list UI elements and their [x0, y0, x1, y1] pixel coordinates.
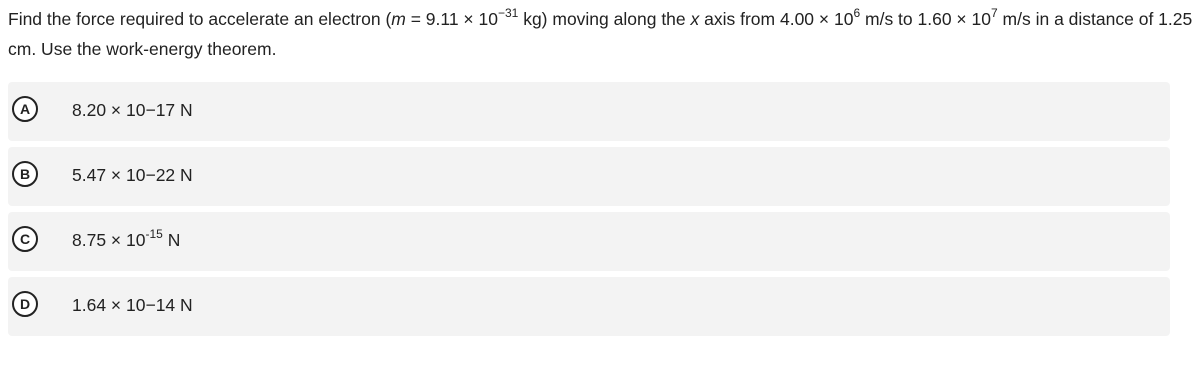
option-exponent: -15 — [145, 227, 163, 242]
option-a[interactable] — [8, 82, 1170, 141]
mass-exponent: −31 — [497, 6, 519, 21]
option-letter-badge: B — [12, 161, 38, 187]
option-c[interactable] — [8, 212, 1170, 271]
option-letter-badge: D — [12, 291, 38, 317]
option-b[interactable] — [8, 147, 1170, 206]
option-text: 8.20 × 10−17 N — [72, 100, 193, 120]
question-text: Find the force required to accelerate an electron ($m = 9.11 \times 10^{-31}$ kg) moving along the x axis from $4.00 \times 10^6$ m/s to $1.60 \times 10^7$ m/s in a distance of 1.25 cm. Use the work-energy theorem. — [8, 6, 1193, 59]
option-d[interactable] — [8, 277, 1170, 336]
option-text: 5.47 × 10−22 N — [72, 165, 193, 185]
final-velocity-exponent: 7 — [990, 6, 998, 21]
mass-variable: m — [391, 9, 406, 29]
option-text: $8.75 \times 10^{-15}$ N — [72, 227, 181, 250]
answer-options — [8, 82, 1170, 342]
initial-velocity-exponent: 6 — [853, 6, 861, 21]
option-letter-badge: C — [12, 226, 38, 252]
option-text: 1.64 × 10−14 N — [72, 295, 193, 315]
axis-variable: x — [690, 9, 700, 29]
option-letter-badge: A — [12, 96, 38, 122]
